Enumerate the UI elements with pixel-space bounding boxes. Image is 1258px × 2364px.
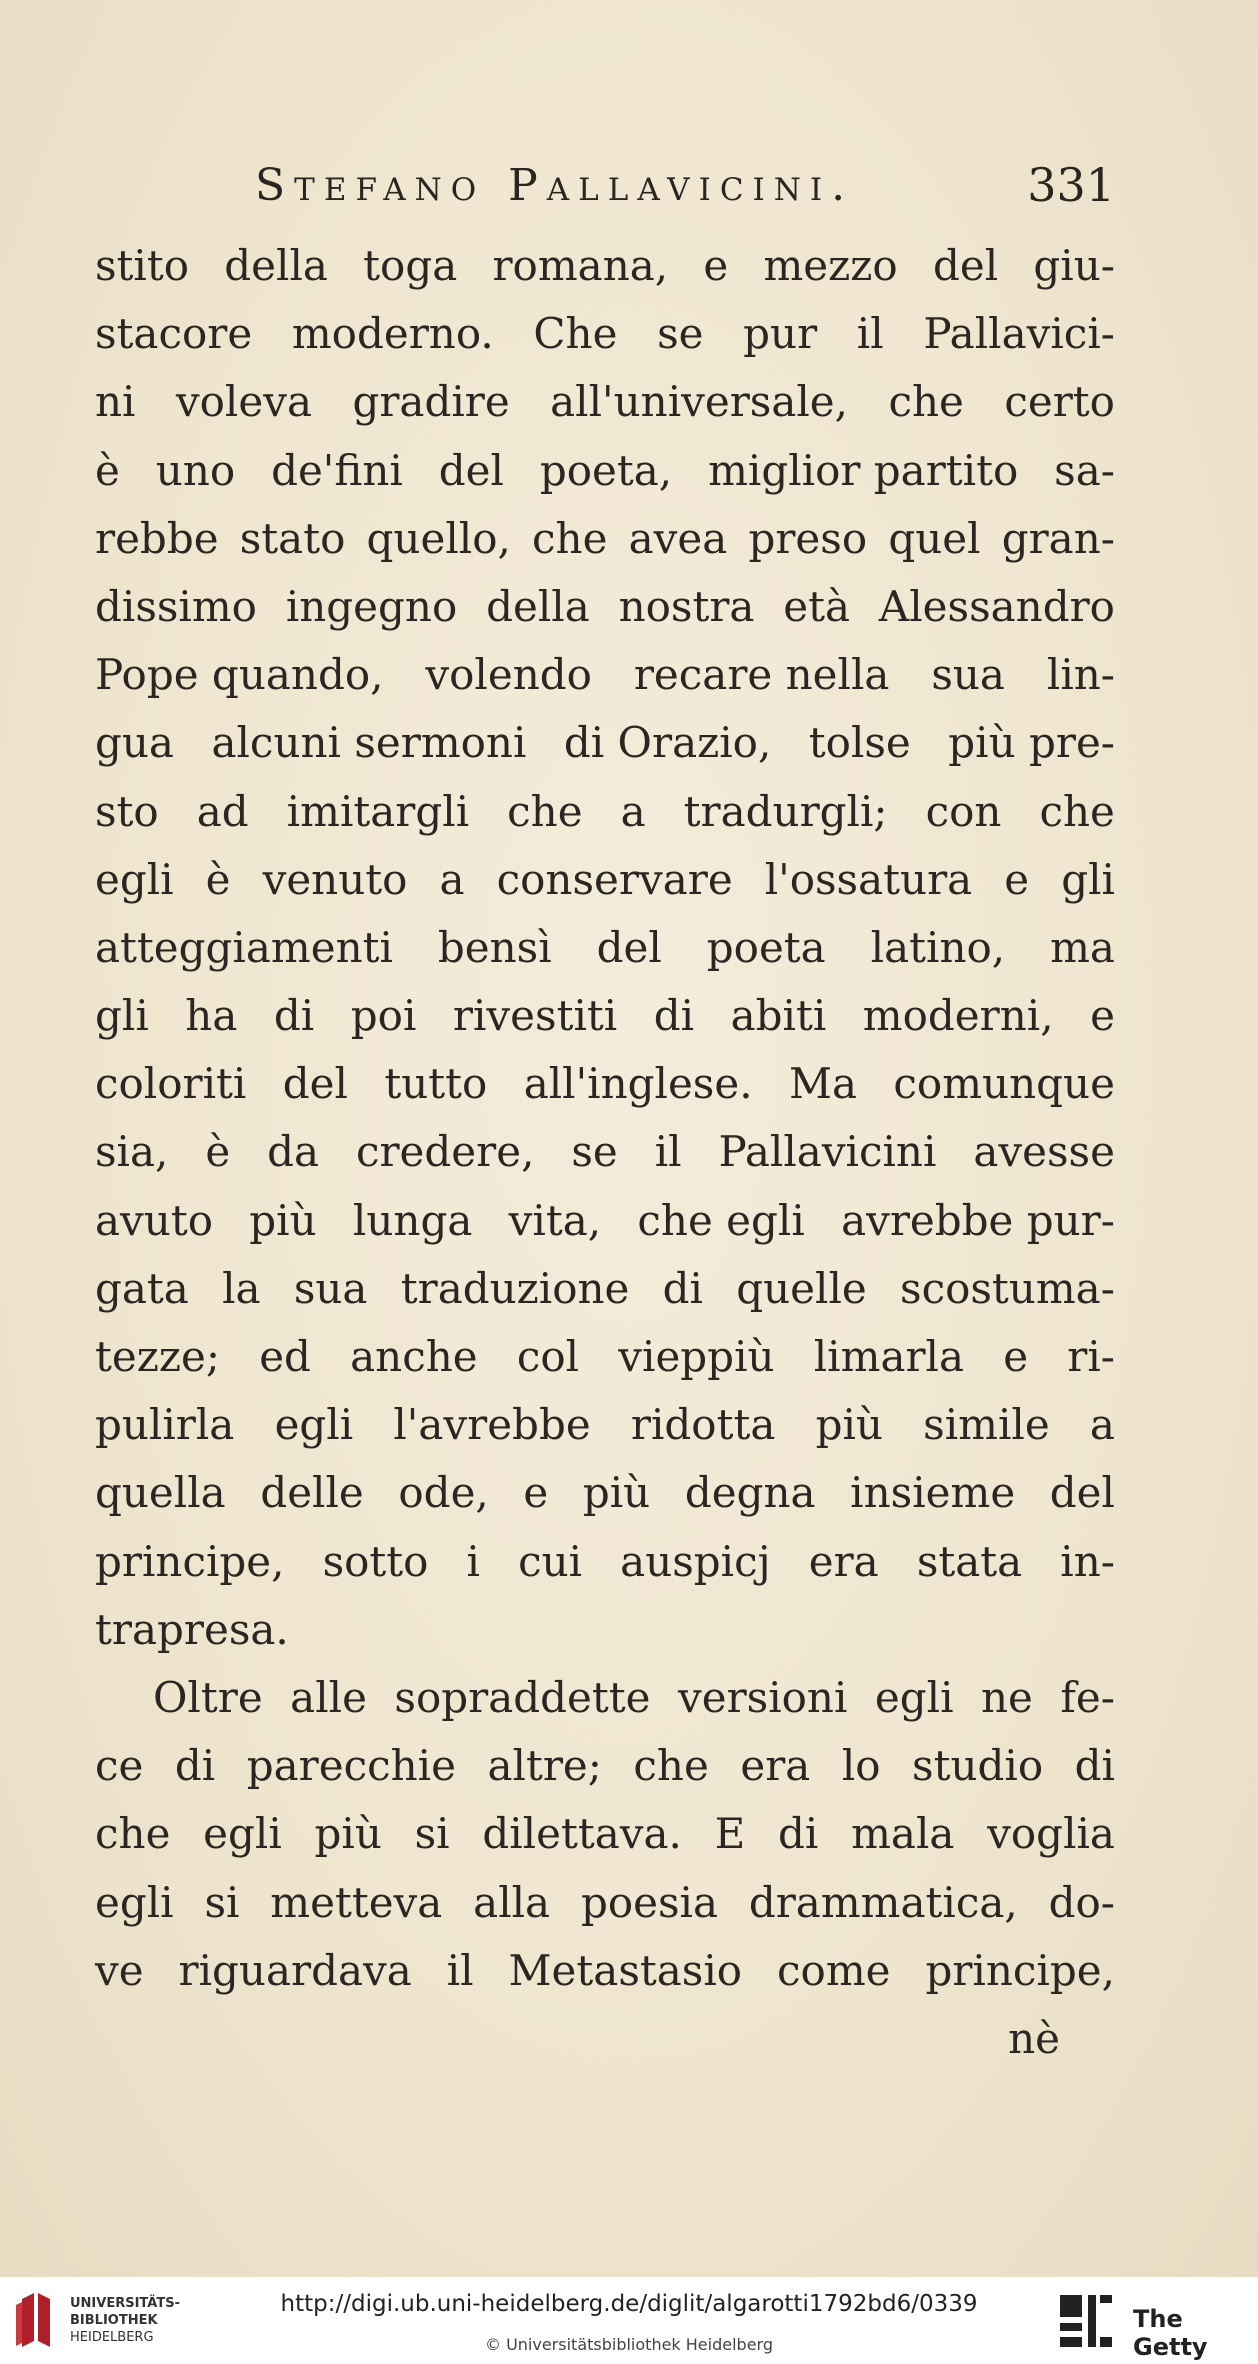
word: mezzo xyxy=(763,241,898,290)
text-line xyxy=(95,1664,1115,1732)
word: del xyxy=(932,241,999,290)
word: cui xyxy=(518,1536,583,1586)
word: che xyxy=(95,1809,171,1859)
word: e xyxy=(523,1468,549,1518)
word: imitargli xyxy=(286,786,470,836)
permalink-url[interactable]: http://digi.ub.uni-heidelberg.de/diglit/algarotti1792bd6/0339 xyxy=(280,2291,978,2317)
word: i xyxy=(466,1536,480,1586)
word: poi xyxy=(350,991,417,1041)
word: studio xyxy=(912,1741,1044,1791)
word: di xyxy=(653,991,695,1041)
word: egli xyxy=(874,1672,954,1722)
word: lunga xyxy=(352,1195,473,1245)
word: nostra xyxy=(618,581,755,631)
text-line xyxy=(95,300,1115,368)
word: certo xyxy=(1004,377,1115,427)
word: Alessandro xyxy=(878,581,1115,631)
word: rivestiti xyxy=(452,991,618,1041)
word: ed xyxy=(259,1332,311,1381)
page-number: 331 xyxy=(1027,158,1115,212)
word: drammatica, xyxy=(748,1877,1018,1927)
library-name-line: HEIDELBERG xyxy=(70,2330,154,2345)
text-line xyxy=(95,1323,1115,1391)
word: E xyxy=(714,1809,746,1859)
word: età xyxy=(783,581,851,631)
word: a xyxy=(1089,1400,1115,1450)
word: del xyxy=(282,1059,348,1109)
word: come xyxy=(777,1945,891,1995)
word: trapresa. xyxy=(95,1604,289,1654)
word: avesse xyxy=(973,1127,1115,1177)
word: quello, xyxy=(366,513,511,563)
word: avuto xyxy=(95,1195,213,1245)
word: della xyxy=(224,241,328,290)
word: de'fini xyxy=(271,445,403,495)
word: con xyxy=(925,786,1002,836)
word: traduzione xyxy=(400,1263,630,1313)
word: l'avrebbe xyxy=(393,1400,591,1450)
word: in- xyxy=(1060,1536,1115,1586)
footer-bar xyxy=(0,2277,1258,2364)
word: uno xyxy=(155,445,236,495)
text-line xyxy=(95,1869,1115,1937)
word: di xyxy=(662,1263,703,1313)
word: a xyxy=(620,786,646,836)
word: Ma xyxy=(788,1059,858,1109)
word: alle xyxy=(290,1672,367,1722)
word: fe- xyxy=(1060,1672,1115,1722)
word: e xyxy=(1004,854,1030,904)
word: sua xyxy=(293,1263,368,1313)
word: latino, xyxy=(870,922,1006,972)
word: stacore xyxy=(95,309,253,359)
word: ad xyxy=(196,786,249,836)
word: vita, xyxy=(508,1195,602,1245)
word: del xyxy=(438,445,504,495)
text-line xyxy=(95,1732,1115,1800)
word: riguardava xyxy=(178,1945,412,1995)
word: era xyxy=(740,1741,811,1791)
word: gli xyxy=(95,991,149,1041)
body-text xyxy=(95,232,1115,2073)
text-line xyxy=(95,709,1115,777)
running-head-title: Stefano Pallavicini. xyxy=(255,160,855,211)
word: principe, xyxy=(925,1945,1115,1995)
word: che xyxy=(633,1741,709,1791)
word: di xyxy=(273,991,315,1041)
word: quella xyxy=(95,1468,226,1518)
catchword: nè xyxy=(1008,2013,1060,2063)
word: ce xyxy=(95,1741,144,1791)
word: preso xyxy=(748,513,868,563)
text-line xyxy=(95,914,1115,982)
word: ve xyxy=(95,1945,144,1995)
word: Pallavici- xyxy=(923,309,1115,359)
word: il xyxy=(446,1945,474,1995)
word: voglia xyxy=(987,1809,1115,1859)
word: di Orazio, xyxy=(563,718,772,768)
word: parecchie xyxy=(246,1741,456,1791)
word: dissimo xyxy=(95,581,257,631)
word: recare nella xyxy=(633,650,890,700)
word: gradire xyxy=(352,377,510,427)
text-line xyxy=(95,982,1115,1050)
word: poeta xyxy=(706,922,826,972)
word: scostuma- xyxy=(900,1263,1115,1313)
word: egli xyxy=(203,1809,282,1859)
text-line xyxy=(95,1118,1115,1186)
text-line xyxy=(95,1937,1115,2005)
word: vieppiù xyxy=(618,1332,775,1381)
text-line xyxy=(95,641,1115,709)
word: che egli xyxy=(637,1195,805,1245)
word: più xyxy=(249,1195,317,1245)
word: sopraddette xyxy=(394,1672,651,1722)
word: gua xyxy=(95,718,174,768)
word: che xyxy=(532,513,608,563)
word: gli xyxy=(1061,854,1115,904)
word: è xyxy=(205,1127,231,1177)
word: da xyxy=(267,1127,320,1177)
word: più xyxy=(582,1468,651,1518)
word: tradurgli; xyxy=(683,786,888,836)
word: più pre- xyxy=(948,718,1115,768)
word: si xyxy=(204,1877,240,1927)
word: che xyxy=(888,377,964,427)
word: del xyxy=(1049,1468,1115,1518)
word: ma xyxy=(1050,922,1115,972)
text-line xyxy=(95,1187,1115,1255)
word: la xyxy=(222,1263,261,1313)
word: anche xyxy=(350,1332,478,1381)
word: sia, xyxy=(95,1127,169,1177)
word: simile xyxy=(923,1400,1050,1450)
word: atteggiamenti xyxy=(95,922,393,972)
word: moderni, xyxy=(862,991,1054,1041)
word: era xyxy=(808,1536,879,1586)
word: pur xyxy=(743,309,818,359)
word: è xyxy=(95,445,120,495)
word: sto xyxy=(95,786,159,836)
word: sa- xyxy=(1054,445,1115,495)
word: quel xyxy=(888,513,981,563)
word: conservare xyxy=(496,854,733,904)
word: insieme xyxy=(850,1468,1016,1518)
word: miglior partito xyxy=(708,445,1019,495)
word: si xyxy=(414,1809,450,1859)
word: lin- xyxy=(1046,650,1115,700)
text-line xyxy=(95,368,1115,436)
word: se xyxy=(571,1127,618,1177)
word: avrebbe pur- xyxy=(841,1195,1115,1245)
word: comunque xyxy=(893,1059,1115,1109)
word: quelle xyxy=(736,1263,867,1313)
text-line xyxy=(95,437,1115,505)
library-name-line: UNIVERSITÄTS- xyxy=(70,2296,180,2311)
word: ne xyxy=(981,1672,1033,1722)
word: e xyxy=(703,241,729,290)
word: più xyxy=(815,1400,883,1450)
text-line xyxy=(95,1255,1115,1323)
word: alcuni sermoni xyxy=(211,718,527,768)
word: a xyxy=(439,854,465,904)
word: Pope quando, xyxy=(95,650,384,700)
word: ri- xyxy=(1067,1332,1115,1381)
word: coloriti xyxy=(95,1059,247,1109)
word: stata xyxy=(916,1536,1023,1586)
word: limarla xyxy=(813,1332,965,1381)
library-name-line: BIBLIOTHEK xyxy=(70,2313,158,2328)
word: e xyxy=(1090,991,1115,1041)
word: ha xyxy=(185,991,238,1041)
word: poesia xyxy=(580,1877,718,1927)
word: all'universale, xyxy=(550,377,849,427)
word: del xyxy=(596,922,662,972)
word: metteva xyxy=(270,1877,443,1927)
text-line xyxy=(95,846,1115,914)
word: tolse xyxy=(808,718,911,768)
word: egli xyxy=(95,1877,174,1927)
word: della xyxy=(486,581,590,631)
word: venuto xyxy=(262,854,408,904)
word: di xyxy=(778,1809,819,1859)
word: stato xyxy=(239,513,346,563)
word: tezze; xyxy=(95,1332,220,1381)
word: è xyxy=(205,854,231,904)
word: moderno. xyxy=(291,309,494,359)
word: avea xyxy=(628,513,728,563)
word: giu- xyxy=(1033,241,1115,290)
word: volendo xyxy=(425,650,592,700)
word: abiti xyxy=(730,991,827,1041)
word: bensì xyxy=(437,922,552,972)
word: altre; xyxy=(487,1741,602,1791)
word: col xyxy=(516,1332,580,1381)
word: e xyxy=(1003,1332,1029,1381)
word: stito xyxy=(95,241,190,290)
word: all'inglese. xyxy=(523,1059,753,1109)
text-line xyxy=(95,1391,1115,1459)
word: se xyxy=(657,309,704,359)
word: sotto xyxy=(322,1536,429,1586)
word: delle xyxy=(260,1468,364,1518)
word: mala xyxy=(851,1809,955,1859)
text-line xyxy=(95,573,1115,641)
word: degna xyxy=(684,1468,816,1518)
word: sua xyxy=(931,650,1005,700)
word: di xyxy=(1074,1741,1115,1791)
word: toga xyxy=(363,241,458,290)
word: pulirla xyxy=(95,1400,235,1450)
word: Metastasio xyxy=(508,1945,743,1995)
word: gata xyxy=(95,1263,189,1313)
word: ode, xyxy=(398,1468,489,1518)
word: ingegno xyxy=(285,581,458,631)
word: poeta, xyxy=(539,445,673,495)
word: dilettava. xyxy=(482,1809,682,1859)
word: auspicj xyxy=(620,1536,771,1586)
word: egli xyxy=(95,854,174,904)
text-line xyxy=(95,1528,1115,1596)
text-line xyxy=(95,1800,1115,1868)
text-line xyxy=(95,232,1115,300)
word: do- xyxy=(1048,1877,1115,1927)
partner-name: The Getty xyxy=(1133,2305,1208,2361)
word: Oltre xyxy=(153,1672,263,1722)
running-head xyxy=(255,152,1115,222)
word: egli xyxy=(274,1400,354,1450)
word: lo xyxy=(841,1741,881,1791)
text-line xyxy=(95,1596,1115,1664)
word: ni xyxy=(95,377,136,427)
word: alla xyxy=(473,1877,551,1927)
word: il xyxy=(654,1127,682,1177)
word: di xyxy=(174,1741,216,1791)
word: che xyxy=(1039,786,1115,836)
word: credere, xyxy=(355,1127,535,1177)
text-line xyxy=(95,778,1115,846)
word: voleva xyxy=(175,377,312,427)
word: che xyxy=(507,786,583,836)
word: ridotta xyxy=(630,1400,776,1450)
word: il xyxy=(856,309,884,359)
word: Che xyxy=(533,309,618,359)
copyright-notice: © Universitätsbibliothek Heidelberg xyxy=(484,2335,773,2354)
text-line xyxy=(95,1459,1115,1527)
word: tutto xyxy=(384,1059,488,1109)
word: più xyxy=(314,1809,382,1859)
text-line xyxy=(95,505,1115,573)
word: romana, xyxy=(492,241,669,290)
word: gran- xyxy=(1001,513,1115,563)
text-line xyxy=(95,1050,1115,1118)
word: rebbe xyxy=(95,513,219,563)
word: versioni xyxy=(678,1672,848,1722)
word: l'ossatura xyxy=(764,854,973,904)
word: principe, xyxy=(95,1536,285,1586)
word: Pallavicini xyxy=(718,1127,937,1177)
getty-logo-icon xyxy=(1058,2293,1114,2349)
